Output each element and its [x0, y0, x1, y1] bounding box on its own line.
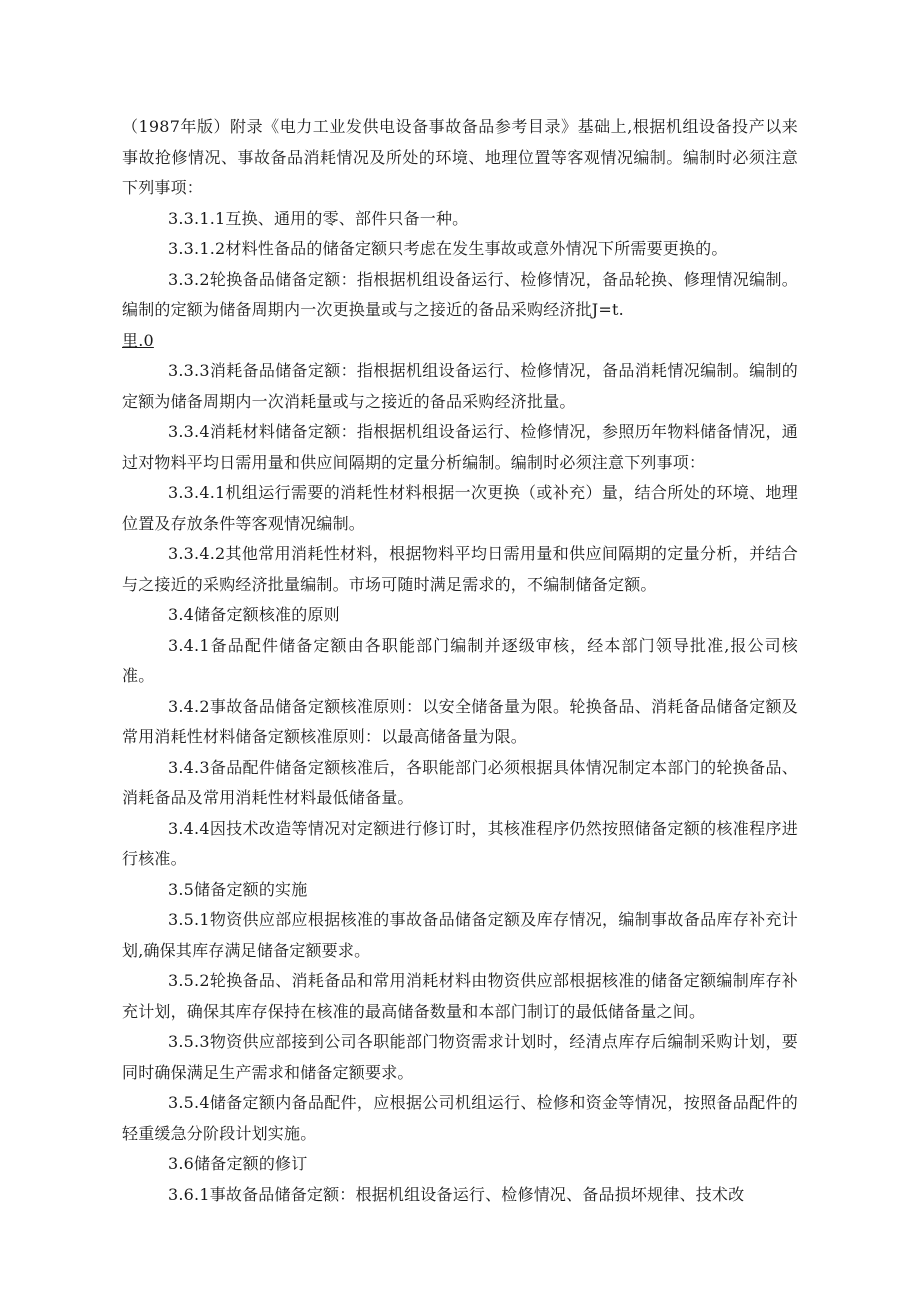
paragraph-3-3-4-2: 3.3.4.2其他常用消耗性材料，根据物料平均日需用量和供应间隔期的定量分析，并结合与之接近的采购经济批量编制。市场可随时满足需求的，不编制储备定额。	[122, 544, 798, 594]
paragraph-3-4-3: 3.4.3备品配件储备定额核准后，各职能部门必须根据具体情况制定本部门的轮换备品、消耗备品及常用消耗性材料最低储备量。	[122, 757, 798, 807]
paragraph-3-3-1-2: 3.3.1.2材料性备品的储备定额只考虑在发生事故或意外情况下所需要更换的。	[168, 239, 728, 258]
paragraph-3-4-4: 3.4.4因技术改造等情况对定额进行修订时，其核准程序仍然按照储备定额的核准程序进行核准。	[122, 818, 798, 868]
paragraph-3-5-2: 3.5.2轮换备品、消耗备品和常用消耗材料由物资供应部根据核准的储备定额编制库存补充计划，确保其库存保持在核准的最高储备数量和本部门制订的最低储备量之间。	[122, 971, 798, 1021]
heading-3-6: 3.6储备定额的修订	[168, 1154, 308, 1173]
paragraph-3-6-1: 3.6.1事故备品储备定额：根据机组设备运行、检修情况、备品损坏规律、技术改	[168, 1184, 745, 1204]
heading-3-4: 3.4储备定额核准的原则	[168, 605, 340, 624]
document-page	[122, 112, 798, 1210]
paragraph-3-3-4-1: 3.3.4.1机组运行需要的消耗性材料根据一次更换（或补充）量，结合所处的环境、地理位置及存放条件等客观情况编制。	[122, 483, 798, 533]
paragraph-3-3-4: 3.3.4消耗材料储备定额：指根据机组设备运行、检修情况，参照历年物料储备情况，通过对物料平均日需用量和供应间隔期的定量分析编制。编制时必须注意下列事项：	[122, 422, 798, 472]
paragraph-3-3-1-1: 3.3.1.1互换、通用的零、部件只备一种。	[168, 208, 469, 228]
paragraph-3-3-2: 3.3.2轮换备品储备定额：指根据机组设备运行、检修情况，备品轮换、修理情况编制。编制的定额为储备周期内一次更换量或与之接近的备品采购经济批J=t.	[122, 269, 798, 319]
paragraph-intro: （1987年版）附录《电力工业发供电设备事故备品参考目录》基础上,根据机组设备投产以来事故抢修情况、事故备品消耗情况及所处的环境、地理位置等客观情况编制。编制时必须注意下列事项：	[122, 117, 798, 197]
paragraph-3-4-1: 3.4.1备品配件储备定额由各职能部门编制并逐级审核，经本部门领导批准,报公司核准。	[122, 635, 798, 685]
paragraph-3-5-4: 3.5.4储备定额内备品配件，应根据公司机组运行、检修和资金等情况，按照备品配件的轻重缓急分阶段计划实施。	[122, 1093, 798, 1143]
paragraph-3-3-3: 3.3.3消耗备品储备定额：指根据机组设备运行、检修情况，备品消耗情况编制。编制的定额为储备周期内一次消耗量或与之接近的备品采购经济批量。	[122, 361, 798, 411]
paragraph-3-3-2-tail: 里.0	[122, 330, 154, 350]
paragraph-3-5-3: 3.5.3物资供应部接到公司各职能部门物资需求计划时，经清点库存后编制采购计划，要同时确保满足生产需求和储备定额要求。	[122, 1032, 798, 1082]
paragraph-3-4-2: 3.4.2事故备品储备定额核准原则：以安全储备量为限。轮换备品、消耗备品储备定额及常用消耗性材料储备定额核准原则：以最高储备量为限。	[122, 696, 798, 746]
heading-3-5: 3.5储备定额的实施	[168, 879, 308, 899]
paragraph-3-5-1: 3.5.1物资供应部应根据核准的事故备品储备定额及库存情况，编制事故备品库存补充计划,确保其库存满足储备定额要求。	[122, 910, 798, 960]
